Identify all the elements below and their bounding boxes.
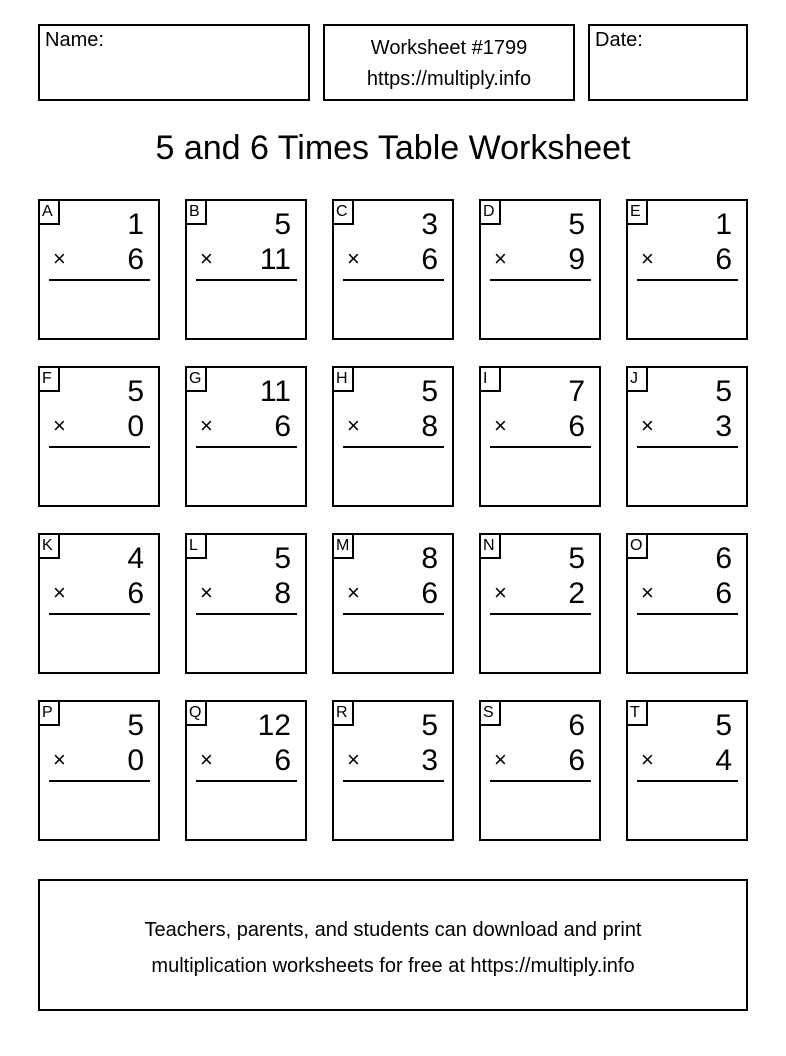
multiplier: 6 (715, 577, 732, 610)
problem-letter: M (334, 535, 354, 559)
problem-card[interactable] (38, 366, 160, 507)
multiplier: 6 (127, 577, 144, 610)
multiplicand: 5 (568, 542, 585, 575)
multiplicand: 5 (421, 375, 438, 408)
multiplicand: 12 (257, 709, 291, 742)
times-sign: × (53, 580, 66, 605)
multiplicand: 5 (568, 208, 585, 241)
problem-letter: Q (187, 702, 207, 726)
multiplicand: 7 (568, 375, 585, 408)
problem-card[interactable] (479, 199, 601, 340)
problem-letter: C (334, 201, 354, 225)
multiplier: 3 (715, 410, 732, 443)
worksheet-info-box (323, 24, 575, 101)
times-sign: × (53, 413, 66, 438)
answer-line (490, 780, 591, 782)
answer-line (343, 613, 444, 615)
times-sign: × (347, 747, 360, 772)
answer-line (49, 446, 150, 448)
date-label: Date: (595, 29, 643, 51)
multiplicand: 5 (715, 375, 732, 408)
multiplicand: 5 (421, 709, 438, 742)
multiplicand: 1 (715, 208, 732, 241)
answer-line (49, 780, 150, 782)
times-sign: × (494, 413, 507, 438)
multiplier: 6 (274, 744, 291, 777)
worksheet-url: https://multiply.info (366, 68, 532, 90)
problem-letter: O (628, 535, 648, 559)
problem-card[interactable] (626, 700, 748, 841)
answer-line (196, 613, 297, 615)
times-sign: × (347, 413, 360, 438)
problem-card[interactable] (38, 199, 160, 340)
multiplier: 0 (127, 744, 144, 777)
answer-line (637, 780, 738, 782)
multiplier: 9 (568, 243, 585, 276)
problem-card[interactable] (626, 533, 748, 674)
times-sign: × (200, 747, 213, 772)
problem-card[interactable] (626, 366, 748, 507)
times-sign: × (53, 246, 66, 271)
problem-card[interactable] (479, 700, 601, 841)
times-sign: × (200, 246, 213, 271)
problem-letter: B (187, 201, 207, 225)
problem-letter: S (481, 702, 501, 726)
footer-line-2: multiplication worksheets for free at https://multiply.info (151, 955, 635, 977)
multiplier: 8 (421, 410, 438, 443)
multiplier: 11 (259, 243, 291, 276)
problem-letter: H (334, 368, 354, 392)
problem-card[interactable] (185, 199, 307, 340)
multiplier: 3 (421, 744, 438, 777)
footer-line-1: Teachers, parents, and students can download and print (144, 919, 642, 941)
answer-line (637, 279, 738, 281)
problem-card[interactable] (185, 533, 307, 674)
multiplicand: 5 (715, 709, 732, 742)
date-box[interactable] (588, 24, 748, 101)
answer-line (343, 279, 444, 281)
name-label: Name: (45, 29, 104, 51)
answer-line (490, 279, 591, 281)
multiplier: 6 (568, 410, 585, 443)
times-sign: × (53, 747, 66, 772)
problem-card[interactable] (38, 700, 160, 841)
answer-line (637, 446, 738, 448)
footer-box (38, 879, 748, 1011)
problem-card[interactable] (332, 533, 454, 674)
multiplier: 0 (127, 410, 144, 443)
times-sign: × (200, 580, 213, 605)
multiplicand: 1 (127, 208, 144, 241)
multiplicand: 4 (127, 542, 144, 575)
multiplier: 6 (421, 577, 438, 610)
times-sign: × (494, 246, 507, 271)
times-sign: × (200, 413, 213, 438)
answer-line (196, 279, 297, 281)
multiplier: 6 (568, 744, 585, 777)
times-sign: × (641, 747, 654, 772)
problem-card[interactable] (38, 533, 160, 674)
multiplier: 6 (421, 243, 438, 276)
multiplier: 8 (274, 577, 291, 610)
problem-letter: T (628, 702, 648, 726)
answer-line (49, 279, 150, 281)
problem-card[interactable] (185, 366, 307, 507)
times-sign: × (641, 246, 654, 271)
answer-line (343, 780, 444, 782)
problem-letter: R (334, 702, 354, 726)
multiplier: 6 (274, 410, 291, 443)
problem-letter: N (481, 535, 501, 559)
problem-card[interactable] (479, 366, 601, 507)
problem-letter: F (40, 368, 60, 392)
answer-line (637, 613, 738, 615)
times-sign: × (347, 580, 360, 605)
problem-card[interactable] (332, 199, 454, 340)
times-sign: × (641, 413, 654, 438)
multiplicand: 3 (421, 208, 438, 241)
problem-letter: P (40, 702, 60, 726)
multiplier: 2 (568, 577, 585, 610)
answer-line (196, 446, 297, 448)
answer-line (196, 780, 297, 782)
multiplicand: 5 (127, 709, 144, 742)
answer-line (343, 446, 444, 448)
worksheet-number: Worksheet #1799 (370, 37, 528, 59)
problem-card[interactable] (332, 366, 454, 507)
answer-line (49, 613, 150, 615)
multiplicand: 5 (127, 375, 144, 408)
multiplicand: 5 (274, 208, 291, 241)
problem-letter: K (40, 535, 60, 559)
times-sign: × (347, 246, 360, 271)
page-title: 5 and 6 Times Table Worksheet (155, 129, 631, 167)
multiplier: 6 (127, 243, 144, 276)
multiplicand: 6 (568, 709, 585, 742)
times-sign: × (494, 747, 507, 772)
times-sign: × (494, 580, 507, 605)
problem-letter: A (40, 201, 60, 225)
multiplicand: 5 (274, 542, 291, 575)
problem-letter: E (628, 201, 648, 225)
problem-letter: G (187, 368, 207, 392)
problem-letter: J (628, 368, 648, 392)
problem-card[interactable] (185, 700, 307, 841)
times-sign: × (641, 580, 654, 605)
multiplier: 4 (715, 744, 732, 777)
problem-card[interactable] (626, 199, 748, 340)
multiplier: 6 (715, 243, 732, 276)
problem-letter: D (481, 201, 501, 225)
name-box[interactable] (38, 24, 310, 101)
problem-card[interactable] (332, 700, 454, 841)
answer-line (490, 613, 591, 615)
problem-letter: L (187, 535, 207, 559)
problem-card[interactable] (479, 533, 601, 674)
multiplicand: 6 (715, 542, 732, 575)
problem-letter: I (481, 368, 501, 392)
multiplicand: 11 (259, 375, 291, 408)
answer-line (490, 446, 591, 448)
multiplicand: 8 (421, 542, 438, 575)
